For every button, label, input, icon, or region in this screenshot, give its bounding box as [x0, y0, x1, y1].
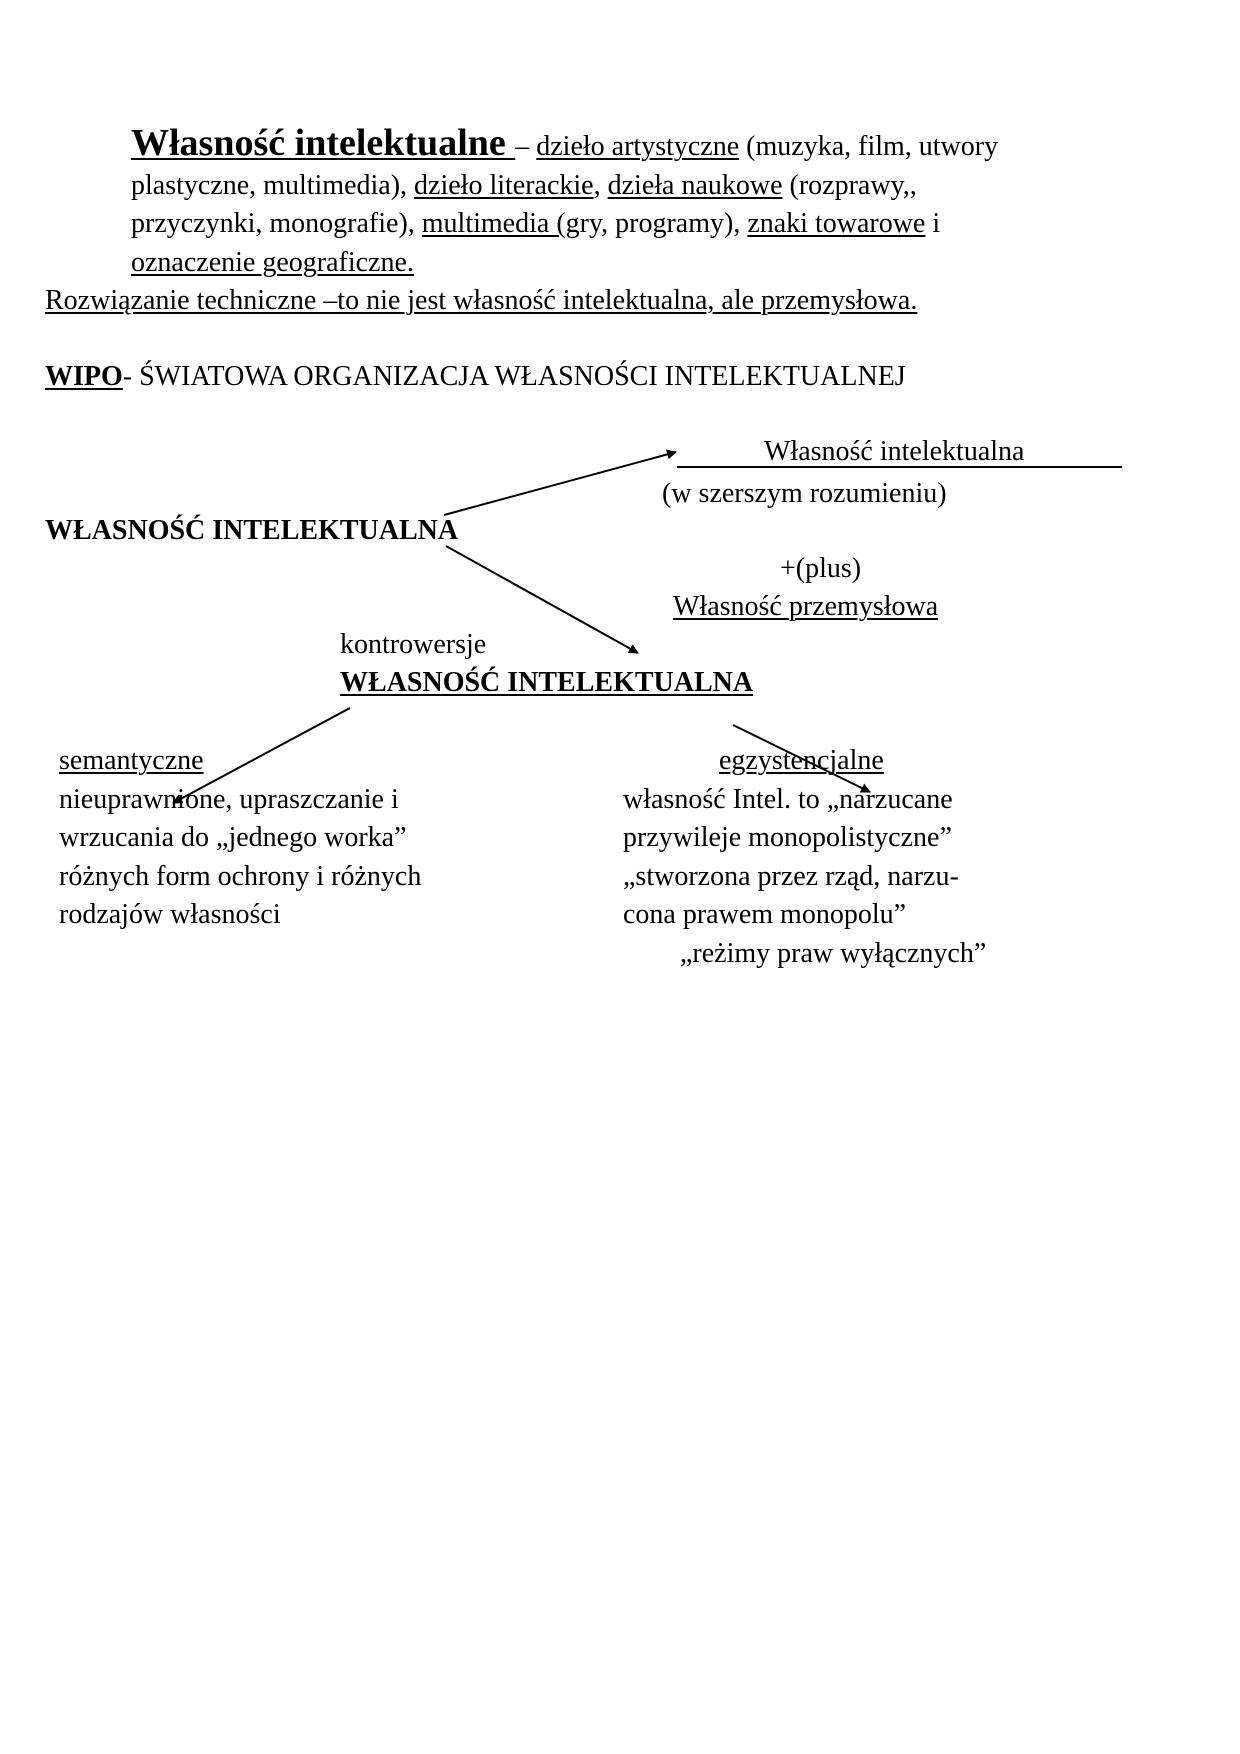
root-label: WŁASNOŚĆ INTELEKTUALNA: [45, 515, 459, 546]
wipo-abbr: WIPO: [45, 361, 123, 392]
intro-line3-start: przyczynki, monografie),: [131, 208, 422, 239]
intro-multimedia: multimedia (: [421, 208, 566, 239]
intro-dash: –: [515, 131, 537, 162]
center-label: WŁASNOŚĆ INTELEKTUALNA: [340, 667, 754, 698]
existential-line: „reżimy praw wyłącznych”: [680, 938, 987, 969]
intro-multimedia-detail: gry, programy),: [565, 208, 748, 239]
plus-label: +(plus): [780, 553, 862, 584]
arrow-to-existential: [733, 725, 870, 792]
intro-trademarks: znaki towarowe: [747, 208, 926, 239]
intro-scientific-detail: (rozprawy,,: [782, 170, 917, 201]
controversy-label: kontrowersje: [340, 629, 487, 660]
intro-artistic: dzieło artystyczne: [536, 131, 740, 162]
technical-line: Rozwiązanie techniczne –to nie jest własność intelektualna, ale przemysłowa.: [45, 285, 918, 316]
arrow-to-broad: [444, 452, 676, 515]
industrial-label: Własność przemysłowa: [673, 591, 939, 622]
intro-and: i: [925, 208, 941, 239]
wipo-full: - ŚWIATOWA ORGANIZACJA WŁASNOŚCI INTELEKTUALNEJ: [122, 361, 906, 392]
arrow-to-semantic: [173, 708, 350, 803]
semantic-line: różnych form ochrony i różnych: [59, 861, 422, 892]
intro-scientific: dzieła naukowe: [607, 170, 783, 201]
broad-note: (w szerszym rozumieniu): [662, 478, 947, 509]
semantic-line: wrzucania do „jednego worka”: [59, 822, 407, 853]
intro-comma: ,: [593, 170, 608, 201]
intro-geo: oznaczenie geograficzne.: [131, 247, 414, 278]
arrow-to-center: [446, 546, 638, 653]
existential-line: własność Intel. to „narzucane: [623, 784, 953, 815]
broad-title: Własność intelektualna: [764, 436, 1025, 467]
semantic-line: rodzajów własności: [59, 899, 281, 930]
intro-title: Własność intelektualne: [131, 122, 516, 164]
existential-line: przywileje monopolistyczne”: [623, 822, 952, 853]
intro-line2-start: plastyczne, multimedia),: [131, 170, 415, 201]
intro-artistic-detail: (muzyka, film, utwory: [739, 131, 999, 162]
intro-literary: dzieło literackie: [414, 170, 594, 201]
existential-heading: egzystencjalne: [719, 745, 884, 776]
existential-line: „stworzona przez rząd, narzu-: [623, 861, 959, 892]
semantic-line: nieuprawnione, upraszczanie i: [59, 784, 399, 815]
semantic-heading: semantyczne: [59, 745, 204, 776]
existential-line: cona prawem monopolu”: [623, 899, 907, 930]
